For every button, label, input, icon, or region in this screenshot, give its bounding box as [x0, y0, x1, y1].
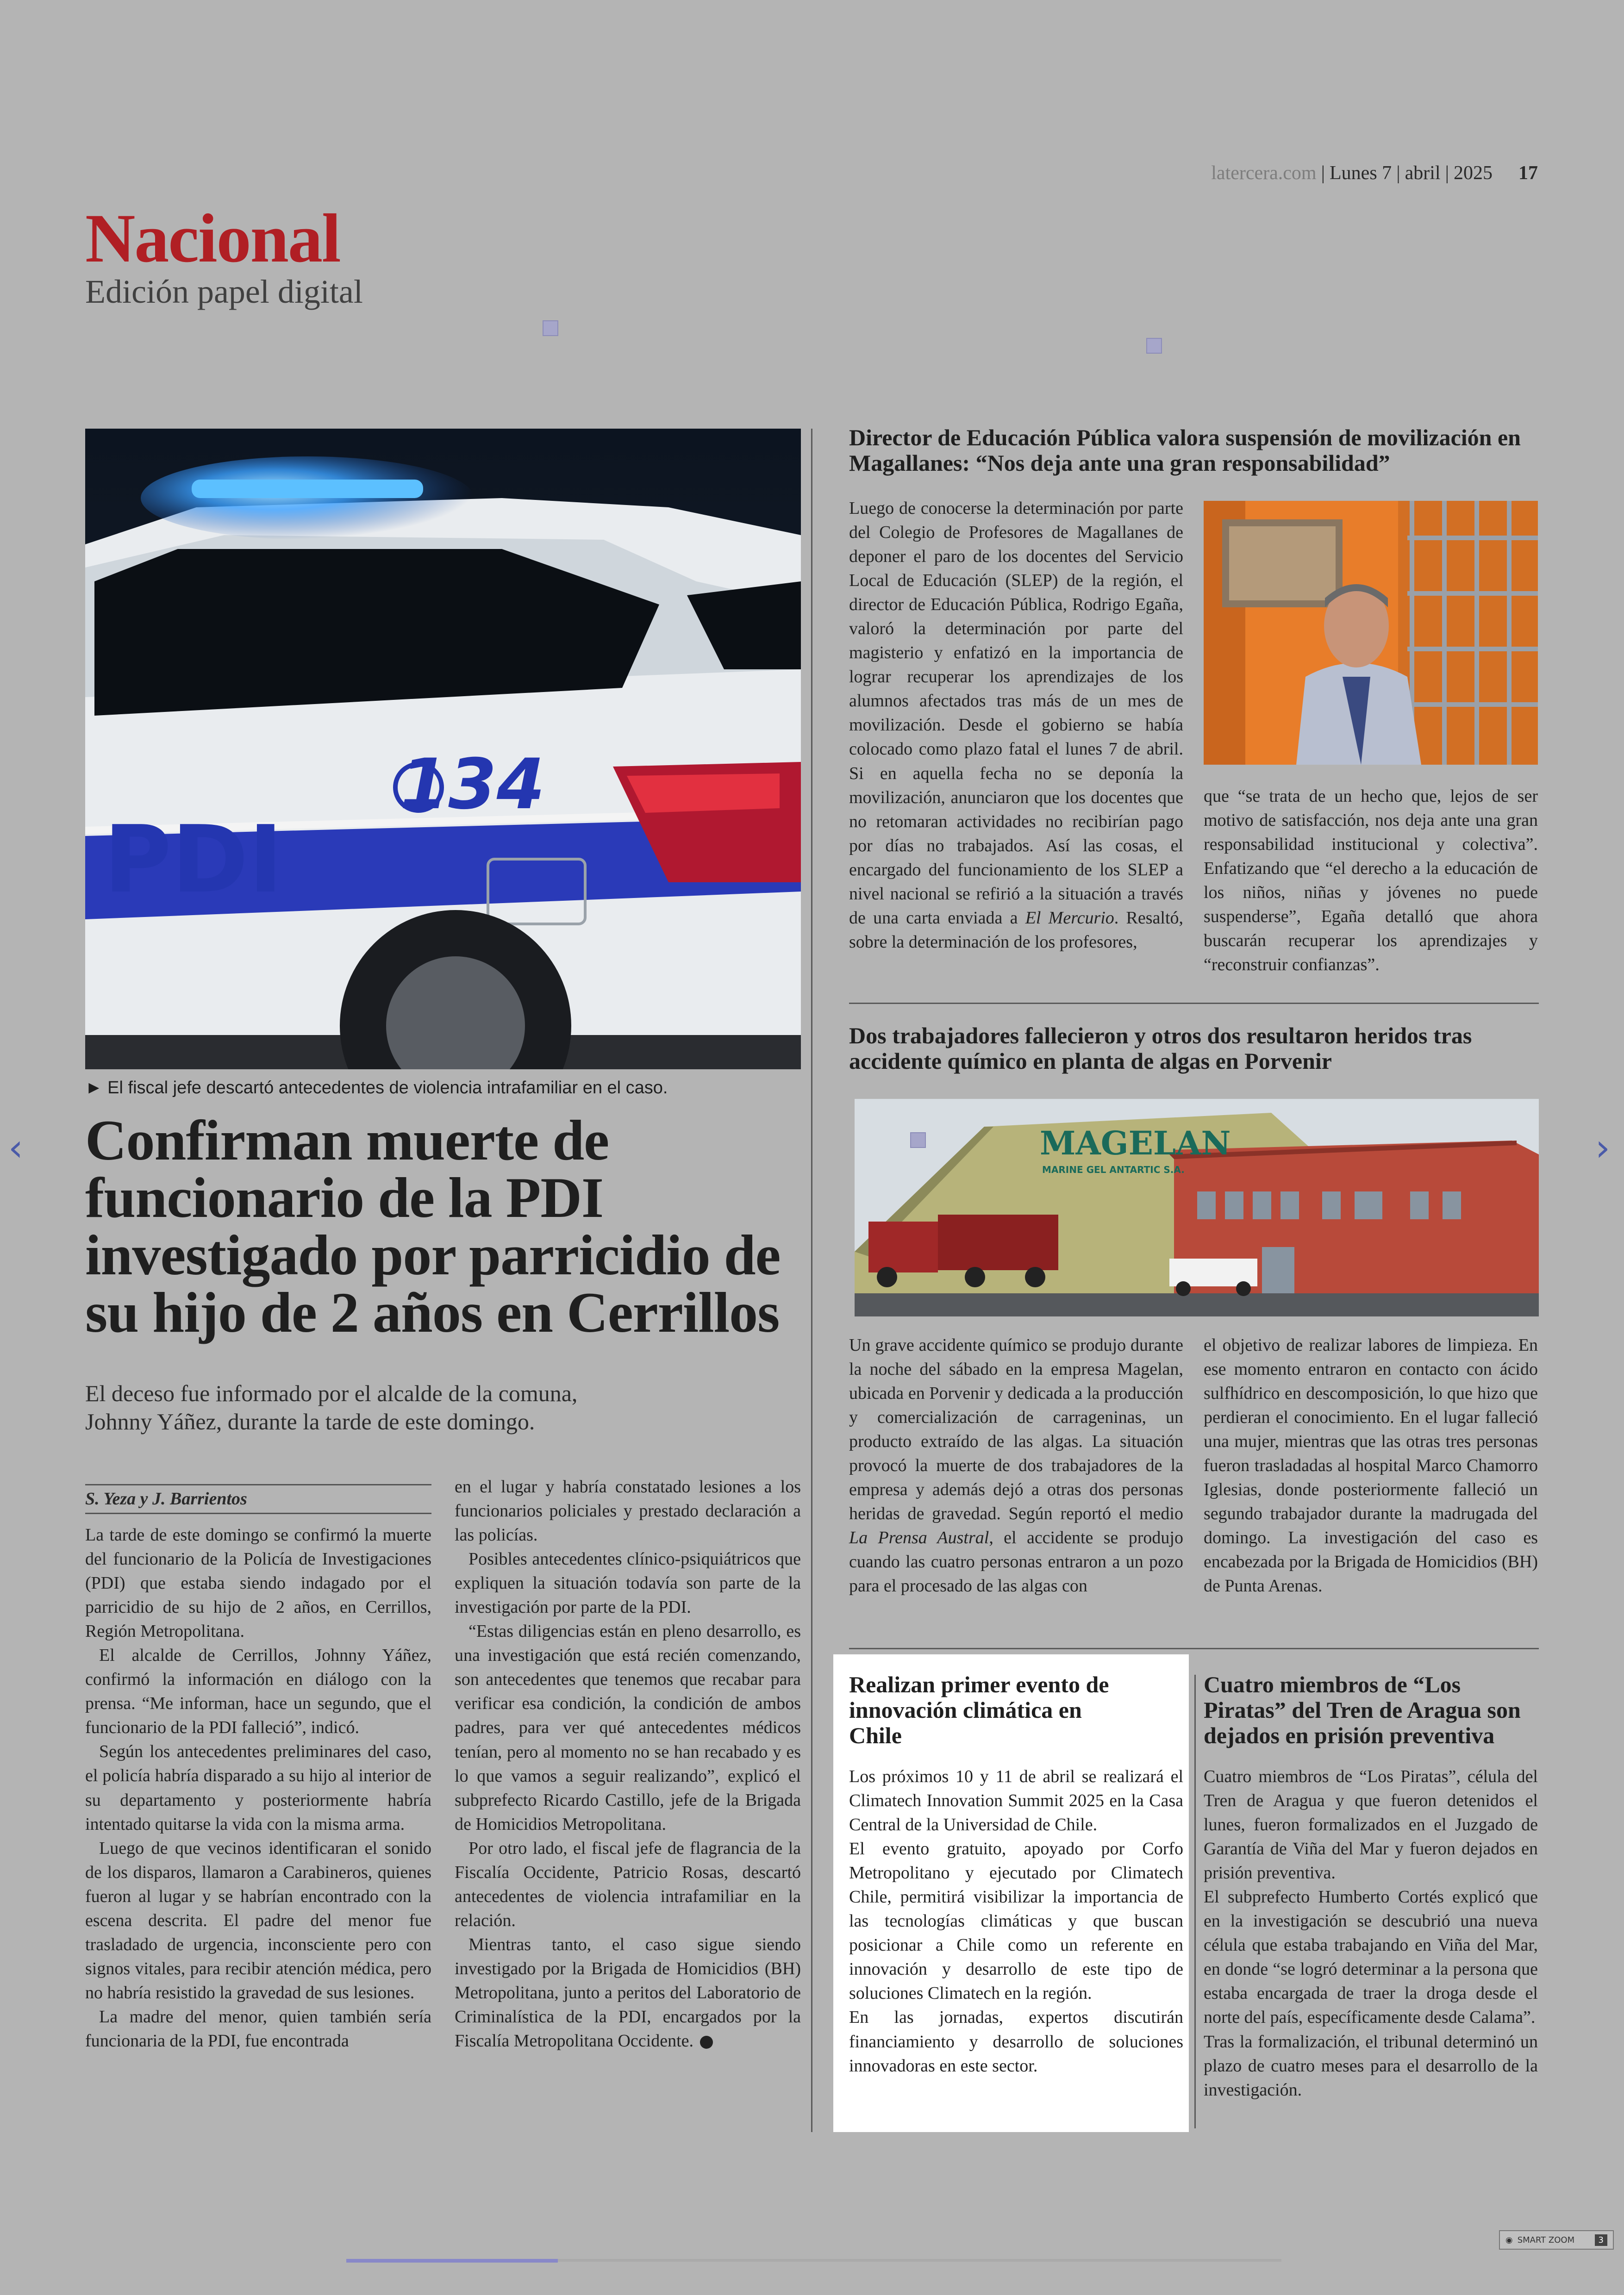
smart-zoom-label: SMART ZOOM [1517, 2235, 1575, 2245]
paragraph: El evento gratuito, apoyado por Corfo Metropolitano y ejecutado por Climatech Chile, permitirá visibilizar la importancia de las tecnologías climáticas y que buscan posicionar a Chile como un referente en innovación y desarrollo de este tipo de soluciones Climatech en la región. [849, 1839, 1183, 2003]
byline: S. Yeza y J. Barrientos [85, 1489, 247, 1509]
story-divider [849, 1648, 1539, 1649]
vehicle-lettering: PDI [104, 806, 283, 914]
plant-sign: MAGELAN [1040, 1124, 1231, 1162]
next-page-arrow-icon[interactable]: › [1595, 1126, 1610, 1169]
paragraph: Tras la formalización, el tribunal determinó un plazo de cuatro meses para el desarrollo de la investigación. [1204, 2032, 1538, 2100]
page-progress-fill [346, 2259, 558, 2263]
director-portrait-photo[interactable] [1204, 501, 1538, 765]
end-of-article-mark [700, 2036, 713, 2049]
zoom-level: 3 [1595, 2234, 1607, 2246]
chemical-column-1: Un grave accidente químico se produjo durante la noche del sábado en la empresa Magelan, ubicada en Porvenir y dedicada a la producción y comercialización de carrageninas, un producto extraído de las algas. La situación provocó la muerte de dos trabajadores de la empresa y además dejó a otras dos personas heridas de gravedad. Según reportó el medio La Prensa Austral, el accidente se produjo cuando las cuatro personas entraron a un pozo para el procesado de las algas con [849, 1335, 1183, 1596]
paragraph: Luego de que vecinos identificaran el sonido de los disparos, llamaron a Carabineros, quienes fueron al lugar y se habrían encontrado con la escena descrita. El padre del menor fue trasladado de urgencia, inconsciente pero con signos vitales, para recibir atención médica, pero no habría resistido la gravedad de sus lesiones. [85, 1838, 431, 2002]
magelan-plant-photo[interactable] [855, 1099, 1539, 1316]
piratas-headline: Cuatro miembros de “Los Piratas” del Tren de Aragua son dejados en prisión preventiva [1204, 1671, 1521, 1748]
piratas-body [1204, 1765, 1538, 2102]
main-headline: Confirman muerte de funcionario de la PDI investigado por parricidio de su hijo de 2 años en Cerrillos [85, 1109, 781, 1344]
paragraph: Según los antecedentes preliminares del caso, el policía habría disparado a su hijo al interior de su departamento y posteriormente habría intentado quitarse la vida con la misma arma. [85, 1742, 431, 1834]
climate-headline: Realizan primer evento de innovación climática en Chile [849, 1671, 1109, 1748]
paragraph: Los próximos 10 y 11 de abril se realizará el Climatech Innovation Summit 2025 en la Casa Central de la Universidad de Chile. [849, 1767, 1183, 1835]
paragraph: Por otro lado, el fiscal jefe de flagrancia de la Fiscalía Occidente, Patricio Rosas, descartó antecedentes de violencia intrafamiliar en la relación. [455, 1838, 801, 1930]
paragraph: en el lugar y habría constatado lesiones a los funcionarios policiales y prestado declaración a las policías. [455, 1477, 801, 1545]
byline-rule [85, 1484, 431, 1485]
issue-day: Lunes 7 [1330, 162, 1392, 184]
clip-marker[interactable] [1146, 338, 1162, 354]
section-subtitle: Edición papel digital [85, 273, 363, 310]
police-car-photo[interactable] [85, 429, 801, 1069]
clip-marker[interactable] [910, 1132, 926, 1148]
chemical-headline: Dos trabajadores fallecieron y otros dos resultaron heridos tras accidente químico en planta de algas en Porvenir [849, 1023, 1472, 1074]
site-name: latercera.com [1211, 162, 1317, 184]
paragraph: que “se trata de un hecho que, lejos de ser motivo de satisfacción, nos deja ante una gran responsabilidad institucional y colectiva”. Enfatizando que “el derecho a la educación de los niños, niñas y jóvenes no puede suspenderse”, Egaña detalló que ahora buscarán recuperar los aprendizajes y “reconstruir confianzas”. [1204, 786, 1538, 975]
page-number: 17 [1518, 162, 1538, 184]
photo-caption: ► El fiscal jefe descartó antecedentes de violencia intrafamiliar en el caso. [85, 1078, 668, 1098]
issue-year: 2025 [1454, 162, 1493, 184]
standfirst: El deceso fue informado por el alcalde de la comuna, Johnny Yáñez, durante la tarde de este domingo. [85, 1380, 578, 1434]
issue-month: abril [1405, 162, 1441, 184]
plant-sign-subtitle: MARINE GEL ANTARTIC S.A. [1042, 1164, 1185, 1175]
paragraph: La madre del menor, quien también sería funcionaria de la PDI, fue encontrada [85, 2007, 431, 2051]
paragraph: El alcalde de Cerrillos, Johnny Yáñez, confirmó la información en diálogo con la prensa. “Me informan, hace un segundo, que el funcionario de la PDI falleció”, indicó. [85, 1646, 431, 1738]
byline-rule [85, 1513, 431, 1514]
column-divider [1194, 1675, 1196, 2128]
paragraph: En las jornadas, expertos discutirán financiamiento y desarrollo de soluciones innovadoras en este sector. [849, 2008, 1183, 2076]
story-divider [849, 1003, 1539, 1004]
chemical-column-2 [1204, 1333, 1538, 1598]
education-headline: Director de Educación Pública valora suspensión de movilización en Magallanes: “Nos deja ante una gran responsabilidad” [849, 424, 1521, 476]
main-story-column-2 [455, 1475, 801, 2053]
issue-date-line: latercera.com | Lunes 7 | abril | 2025 17 [1211, 162, 1538, 184]
paragraph: “Estas diligencias están en pleno desarrollo, es una investigación que está recién comenzando, son antecedentes que tenemos que recabar para verificar esa condición, la condición de ambos padres, para ver qué antecedentes médicos tenían, pero al momento no se han recabado y es lo que vamos a seguir realizando”, explicó el subprefecto Ricardo Castillo, jefe de la Brigada de Homicidios Metropolitana. [455, 1621, 801, 1834]
smart-zoom-control[interactable] [1499, 2230, 1614, 2250]
climate-body [849, 1765, 1183, 2078]
education-column-2 [1204, 784, 1538, 977]
education-column-1: Luego de conocerse la determinación por parte del Colegio de Profesores de Magallanes de deponer el paro de los docentes del Servicio Local de Educación (SLEP) de la región, el director de Educación Pública, Rodrigo Egaña, valoró la determinación por parte del magisterio y enfatizó en la importancia de lograr recuperar los aprendizajes de los alumnos afectados tras más de un mes de movilización. Desde el gobierno se había colocado como plazo fatal el lunes 7 de abril. Si en aquella fecha no se deponía la movilización, anunciaron que los docentes que no retomaran actividades no recibirían pago por días no trabajados. Así las cosas, el encargado del funcionamiento de los SLEP a nivel nacional se refirió a la situación a través de una carta enviada a El Mercurio. Resaltó, sobre la determinación de los profesores, [849, 499, 1183, 952]
paragraph: La tarde de este domingo se confirmó la muerte del funcionario de la Policía de Investigaciones (PDI) que estaba siendo indagado por el parricidio de su hijo de 2 años, en Cerrillos, Región Metropolitana. [85, 1525, 431, 1641]
section-title: Nacional [85, 200, 340, 277]
paragraph: Cuatro miembros de “Los Piratas”, célula del Tren de Aragua y que fueron detenidos el lunes, fueron formalizados en el Juzgado de Garantía de Viña del Mar y fueron dejados en prisión preventiva. [1204, 1767, 1538, 1883]
main-story-column-1 [85, 1523, 431, 2053]
paragraph: Mientras tanto, el caso sigue siendo investigado por la Brigada de Homicidios (BH) Metropolitana, junto a peritos del Laboratorio de Criminalística de la PDI, encargados por la Fiscalía Metropolitana Occidente. [455, 1934, 801, 2051]
column-divider [811, 429, 812, 2132]
eye-icon: ◉ [1505, 2235, 1513, 2245]
paragraph: Posibles antecedentes clínico-psiquiátricos que expliquen la situación todavía son parte de la investigación por parte de la PDI. [455, 1549, 801, 1617]
previous-page-arrow-icon[interactable]: ‹ [8, 1126, 23, 1169]
paragraph: el objetivo de realizar labores de limpieza. En ese momento entraron en contacto con ácido sulfhídrico en descomposición, lo que hizo que perdieran el conocimiento. En el lugar falleció una mujer, mientras que las otras tres personas fueron trasladadas al hospital Marco Chamorro Iglesias, donde posteriormente falleció un segundo trabajador durante la madrugada del domingo. La investigación del caso es encabezada por la Brigada de Homicidios (BH) de Punta Arenas. [1204, 1335, 1538, 1596]
paragraph: El subprefecto Humberto Cortés explicó que en la investigación se descubrió una nueva célula que estaba trabajando en Viña del Mar, en donde “se logró determinar a la persona que estaba encargada de traer la droga desde el norte del país, específicamente desde Calama”. [1204, 1887, 1538, 2027]
clip-marker[interactable] [543, 320, 558, 336]
unit-number: 134 [400, 744, 545, 825]
